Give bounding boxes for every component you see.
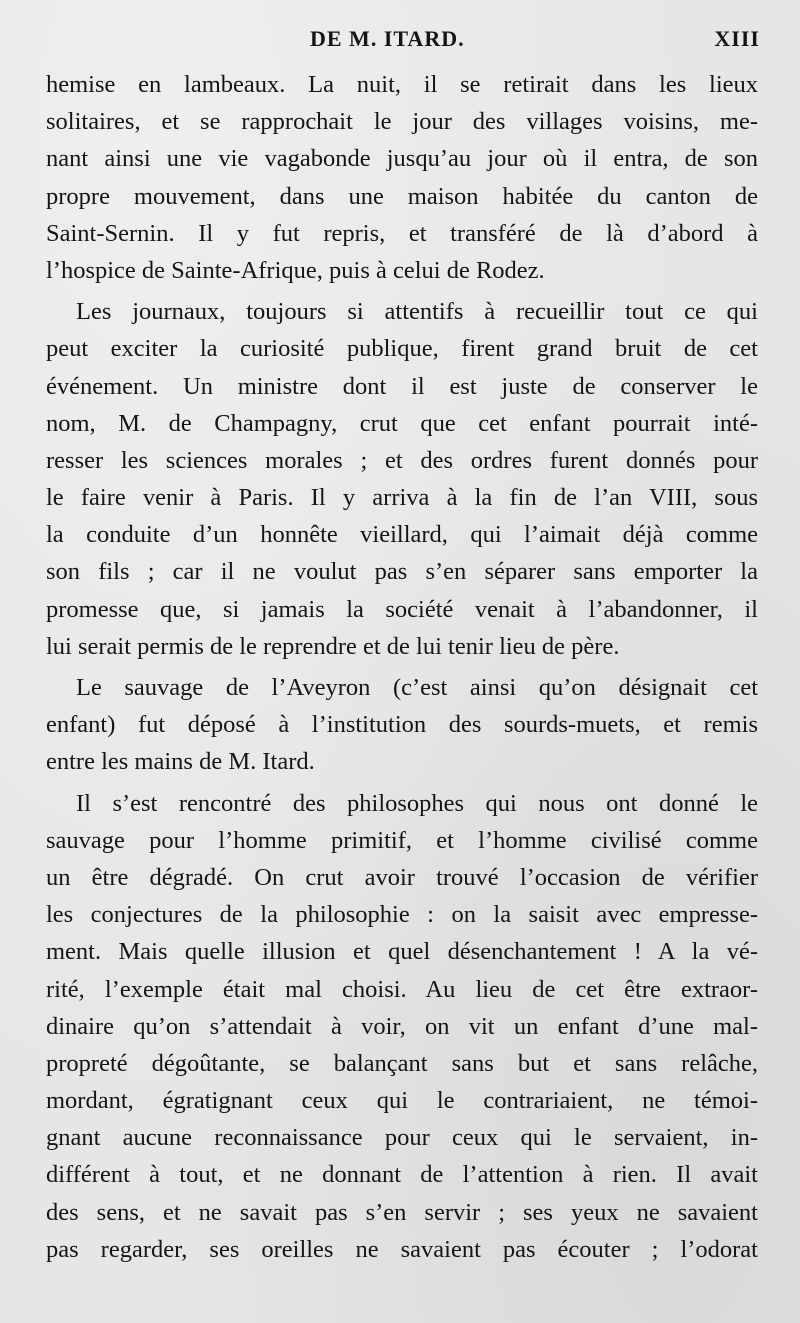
text-line: lui serait permis de le reprendre et de lui tenir lieu de père. <box>46 632 620 660</box>
text-line: différent à tout, et ne donnant de l’attention à rien. Il avait <box>46 1161 758 1189</box>
paragraph-3 <box>46 669 758 781</box>
text-line: Les journaux, toujours si attentifs à recueillir tout ce qui <box>76 298 758 326</box>
text-line: nom, M. de Champagny, crut que cet enfant pourrait inté- <box>46 409 758 437</box>
text-line: événement. Un ministre dont il est juste de conserver le <box>46 372 758 400</box>
page-header <box>0 20 800 60</box>
text-line: propreté dégoûtante, se balançant sans but et sans relâche, <box>46 1049 758 1077</box>
page-number: XIII <box>714 26 760 51</box>
body-text <box>46 66 758 1268</box>
text-line: nant ainsi une vie vagabonde jusqu’au jour où il entra, de son <box>46 145 758 173</box>
text-line: propre mouvement, dans une maison habitée du canton de <box>46 182 758 210</box>
text-line: sauvage pour l’homme primitif, et l’homme civilisé comme <box>46 826 758 854</box>
text-line: peut exciter la curiosité publique, firent grand bruit de cet <box>46 335 758 363</box>
text-line: dinaire qu’on s’attendait à voir, on vit un enfant d’une mal- <box>46 1012 758 1040</box>
text-line: promesse que, si jamais la société venait à l’abandonner, il <box>46 595 758 623</box>
text-line: Le sauvage de l’Aveyron (c’est ainsi qu’on désignait cet <box>76 674 758 701</box>
text-line: entre les mains de M. Itard. <box>46 748 315 776</box>
text-line: mordant, égratignant ceux qui le contrariaient, ne témoi- <box>46 1087 758 1115</box>
text-line: gnant aucune reconnaissance pour ceux qui le servaient, in- <box>46 1124 758 1152</box>
text-line: la conduite d’un honnête vieillard, qui l’aimait déjà comme <box>46 521 758 549</box>
text-line: pas regarder, ses oreilles ne savaient pas écouter ; l’odorat <box>46 1235 758 1263</box>
text-line: ment. Mais quelle illusion et quel désenchantement ! A la vé- <box>46 938 758 966</box>
text-line: rité, l’exemple était mal choisi. Au lieu de cet être extraor- <box>46 975 758 1003</box>
text-line: le faire venir à Paris. Il y arriva à la fin de l’an VIII, sous <box>46 484 758 512</box>
text-line: l’hospice de Sainte-Afrique, puis à celui de Rodez. <box>46 256 545 284</box>
text-line: Il s’est rencontré des philosophes qui nous ont donné le <box>76 789 758 817</box>
paragraph-4 <box>46 785 758 1268</box>
paragraph-2 <box>46 293 758 665</box>
text-line: un être dégradé. On crut avoir trouvé l’occasion de vérifier <box>46 863 758 891</box>
text-line: enfant) fut déposé à l’institution des sourds-muets, et remis <box>46 711 758 739</box>
text-line: hemise en lambeaux. La nuit, il se retirait dans les lieux <box>46 71 758 98</box>
paragraph-1 <box>46 66 758 289</box>
text-line: resser les sciences morales ; et des ordres furent donnés pour <box>46 446 758 474</box>
text-line: Saint-Sernin. Il y fut repris, et transféré de là d’abord à <box>46 219 758 247</box>
text-line: son fils ; car il ne voulut pas s’en séparer sans emporter la <box>46 558 758 586</box>
text-line: des sens, et ne savait pas s’en servir ; ses yeux ne savaient <box>46 1198 758 1226</box>
running-title: DE M. ITARD. <box>310 26 465 51</box>
text-line: solitaires, et se rapprochait le jour des villages voisins, me- <box>46 108 758 136</box>
text-line: les conjectures de la philosophie : on la saisit avec empresse- <box>46 901 758 929</box>
